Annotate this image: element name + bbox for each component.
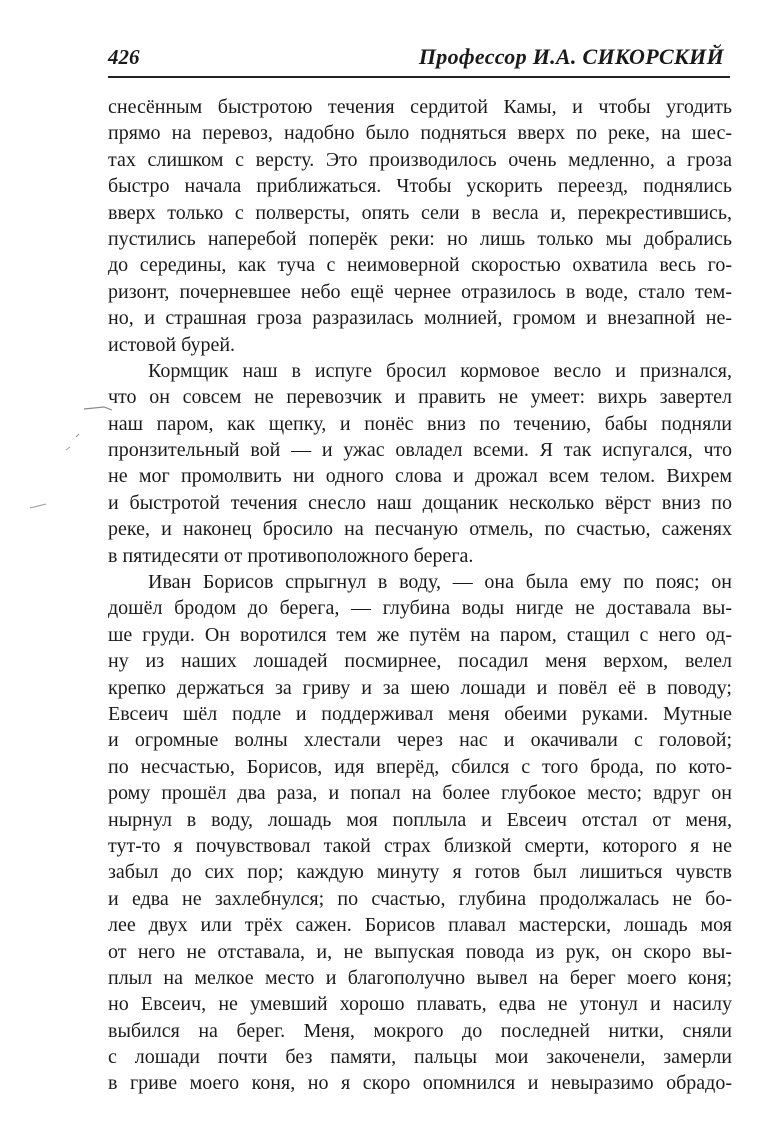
header-rule: [108, 76, 730, 78]
text-line: с лошади почти без памяти, пальцы мои закоченели, замерли: [108, 1046, 732, 1069]
text-line: Иван Борисов спрыгнул в воду, — она была ему по пояс; он: [148, 571, 732, 594]
text-line: в гриве моего коня, но я скоро опомнился и невыразимо обрадо-: [108, 1072, 732, 1095]
running-head: [108, 44, 730, 74]
text-line: забыл до сих пор; каждую минуту я готов был лишиться чувств: [108, 861, 732, 884]
text-line: дошёл бродом до берега, — глубина воды нигде не доставала вы-: [108, 597, 732, 620]
running-title: Профессор И.А. СИКОРСКИЙ: [418, 44, 724, 69]
text-line: быстро начала приближаться. Чтобы ускорить переезд, поднялись: [108, 175, 732, 198]
text-line: Евсеич шёл подле и поддерживал меня обеими руками. Мутные: [108, 702, 732, 725]
text-line: и огромные волны хлестали через нас и окачивали с головой;: [108, 729, 732, 752]
text-line: и едва не захлебнулся; по счастью, глубина продолжалась не бо-: [108, 887, 732, 910]
text-line: крепко держаться за гриву и за шею лошади и повёл её в поводу;: [108, 676, 732, 699]
text-line: тут-то я почувствовал такой страх близкой смерти, которого я не: [108, 834, 732, 857]
text-line: лее двух или трёх сажен. Борисов плавал мастерски, лошадь моя: [108, 914, 732, 937]
text-line: выбился на берег. Меня, мокрого до последней нитки, сняли: [108, 1019, 732, 1042]
text-line: ше груди. Он воротился тем же путём на паром, стащил с него од-: [108, 623, 732, 646]
text-line: нырнул в воду, лошадь моя поплыла и Евсеич отстал от меня,: [108, 808, 732, 831]
text-line: пустились наперебой поперёк реки: но лишь только мы добрались: [108, 227, 732, 250]
text-line: ризонт, почерневшее небо ещё чернее отразилось в воде, стало тем-: [108, 280, 732, 303]
text-line: рому прошёл два раза, и попал на более глубокое место; вдруг он: [108, 782, 732, 805]
text-line: по несчастью, Борисов, идя вперёд, сбился с того брода, по кото-: [108, 755, 732, 778]
pencil-mark: [76, 434, 79, 437]
text-line: истовой бурей.: [108, 333, 236, 356]
text-line: вверх только с полверсты, опять сели в весла и, перекрестившись,: [108, 201, 732, 224]
text-line: от него не отставала, и, не выпуская повода из рук, он скоро вы-: [108, 940, 732, 963]
text-line: плыл на мелкое место и благополучно вывел на берег моего коня;: [108, 966, 732, 989]
pencil-mark: [66, 447, 70, 450]
text-line: в пятидесяти от противоположного берега.: [108, 544, 474, 567]
page-number: 426: [108, 45, 140, 69]
text-line: но, и страшная гроза разразилась молнией, громом и внезапной не-: [108, 307, 732, 330]
text-line: прямо на перевоз, надобно было подняться вверх по реке, на шес-: [108, 122, 732, 145]
text-line: и быстротой течения снесло наш дощаник несколько вёрст вниз по: [108, 491, 732, 514]
body-text: [108, 94, 732, 1097]
text-line: не мог промолвить ни одного слова и дрожал всем телом. Вихрем: [108, 465, 732, 488]
text-line: реке, и наконец бросило на песчаную отмель, по счастью, саженях: [108, 518, 732, 541]
text-line: снесённым быстротою течения сердитой Камы, и чтобы угодить: [108, 96, 732, 118]
text-line: пронзительный вой — и ужас овладел всеми. Я так испугался, что: [108, 439, 732, 462]
text-line: что он совсем не перевозчик и править не умеет: вихрь завертел: [108, 386, 732, 409]
text-line: но Евсеич, не умевший хорошо плавать, едва не утонул и насилу: [108, 993, 732, 1016]
text-line: Кормщик наш в испуге бросил кормовое весло и признался,: [148, 359, 732, 382]
text-line: до середины, как туча с неимоверной скоростью охватила весь го-: [108, 254, 732, 277]
pencil-mark: [30, 504, 46, 508]
text-line: тах слишком с версту. Это производилось очень медленно, а гроза: [108, 148, 732, 171]
text-line: наш паром, как щепку, и понёс вниз по течению, бабы подняли: [108, 412, 732, 435]
text-line: ну из наших лошадей посмирнее, посадил меня верхом, велел: [108, 650, 732, 673]
